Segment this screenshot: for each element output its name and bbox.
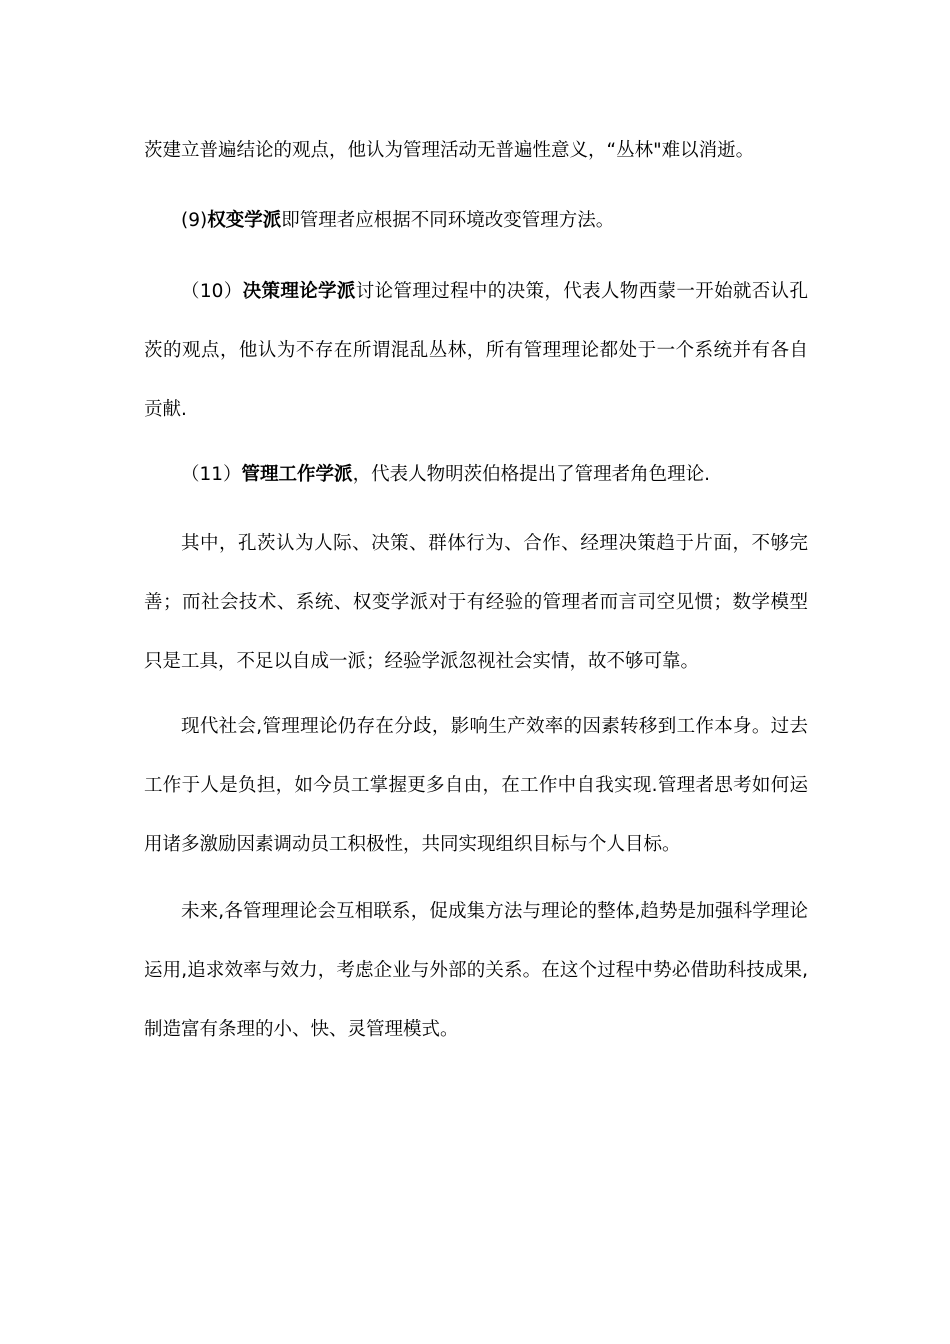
paragraph-contingency-school: [144, 191, 808, 250]
paragraph-text: 茨建立普遍结论的观点，他认为管理活动无普遍性意义，“丛林"难以消逝。: [144, 140, 755, 161]
paragraph-managerial-work-school: [144, 445, 808, 504]
paragraph-text: 未来,各管理理论会互相联系，促成集方法与理论的整体,趋势是加强科学理论运用,追求效率与效力，考虑企业与外部的关系。在这个过程中势必借助科技成果,制造富有条理的小、快、灵管理模式。: [144, 901, 808, 1040]
paragraph-decision-theory-school: [144, 262, 808, 439]
paragraph-text: 讨论管理过程中的决策，代表人物西蒙一开始就否认孔茨的观点，他认为不存在所谓混乱丛林，所有管理理论都处于一个系统并有各自贡献.: [144, 281, 808, 420]
bold-term: 决策理论学派: [242, 281, 356, 302]
paragraph-text: 即管理者应根据不同环境改变管理方法。: [281, 210, 615, 231]
paragraph-prefix: （11）: [181, 464, 242, 485]
paragraph-text: ，代表人物明茨伯格提出了管理者角色理论.: [352, 464, 710, 485]
paragraph-koontz-critique: [144, 514, 808, 691]
paragraph-prefix: (9): [181, 210, 208, 231]
paragraph-text: 其中，孔茨认为人际、决策、群体行为、合作、经理决策趋于片面，不够完善；而社会技术、系统、权变学派对于有经验的管理者而言司空见惯；数学模型只是工具，不足以自成一派；经验学派忽视社会实情，故不够可靠。: [144, 533, 808, 672]
paragraph-text: 现代社会,管理理论仍存在分歧，影响生产效率的因素转移到工作本身。过去工作于人是负担，如今员工掌握更多自由，在工作中自我实现.管理者思考如何运用诸多激励因素调动员工积极性，共同实现组织目标与个人目标。: [144, 716, 808, 855]
paragraph-future: [144, 882, 808, 1059]
bold-term: 管理工作学派: [241, 464, 353, 485]
paragraph-modern-society: [144, 697, 808, 874]
paragraph-continuation: [144, 121, 808, 180]
bold-term: 权变学派: [207, 210, 282, 231]
paragraph-prefix: （10）: [181, 281, 243, 302]
